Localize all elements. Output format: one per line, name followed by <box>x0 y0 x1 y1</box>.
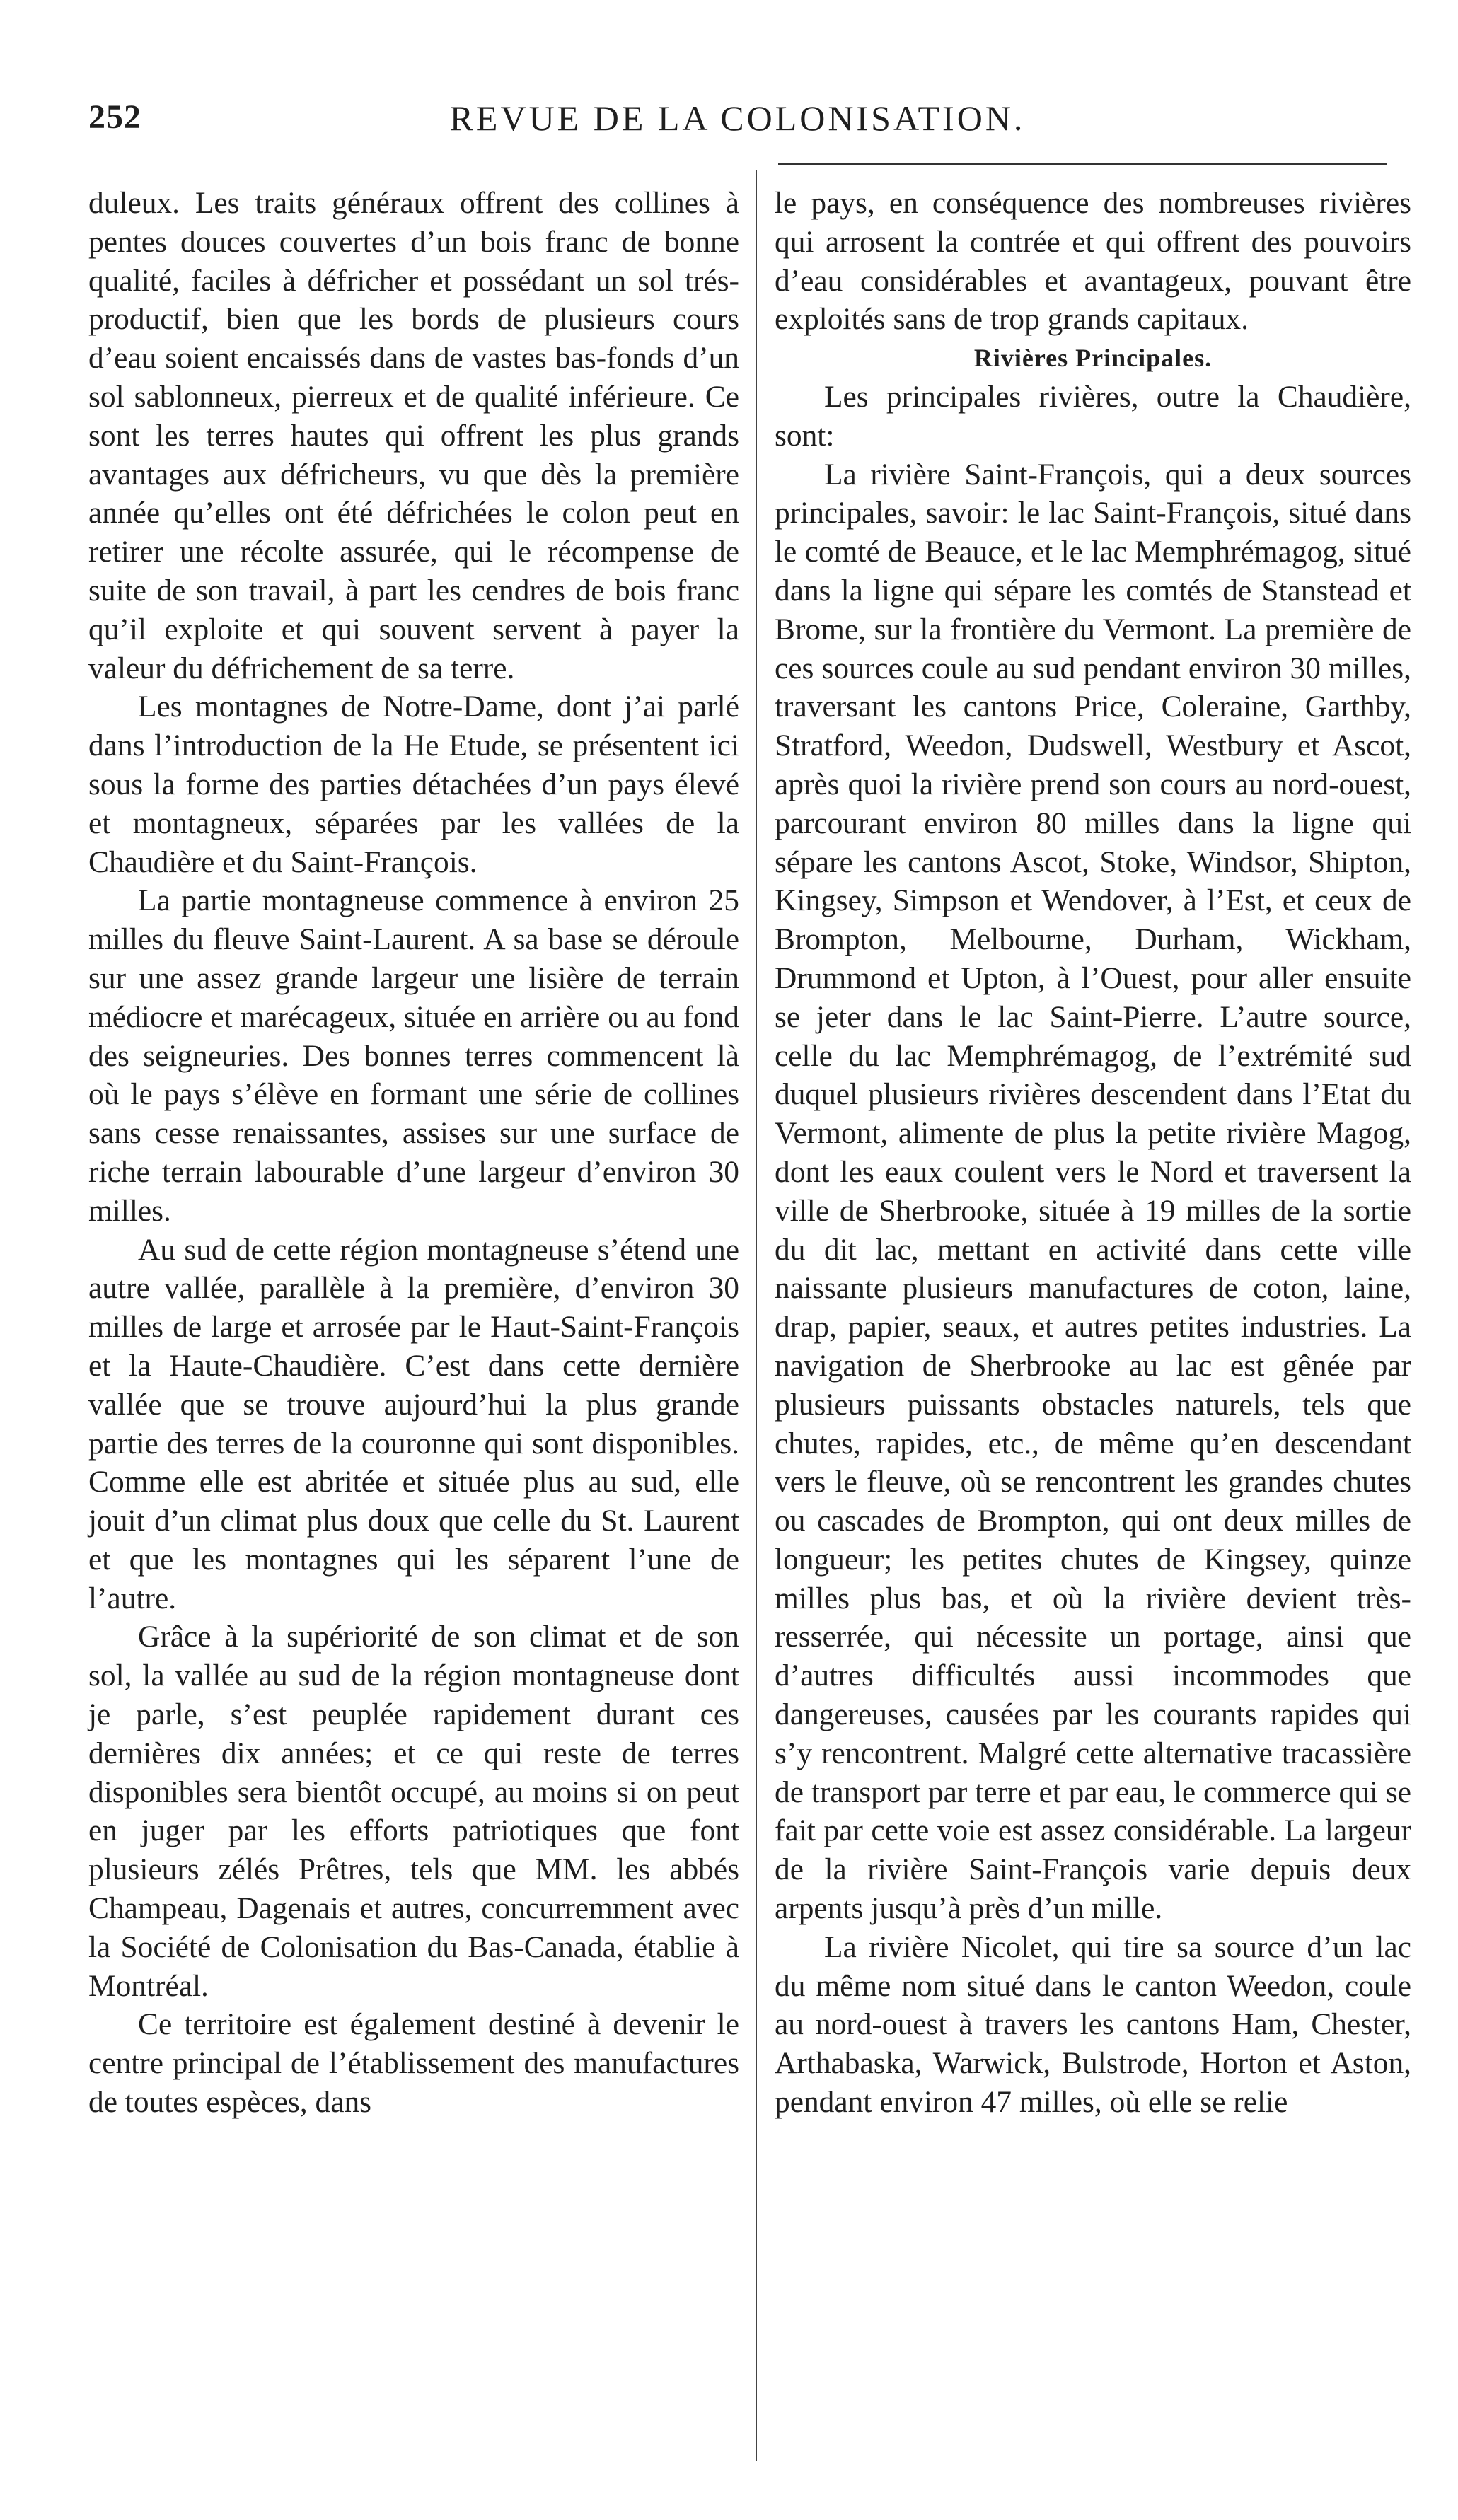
paragraph: Ce territoire est également destiné à devenir le centre principal de l’établissement des manufactures de toutes espèces, dans <box>88 2007 739 2120</box>
right-column <box>775 184 1411 2122</box>
paragraph: Les montagnes de Notre-Dame, dont j’ai parlé dans l’introduction de la He Etude, se présentent ici sous la forme des parties détachées d’un pays élevé et montagneux, séparées par les vallées de la Chaudière et du Saint-François. <box>88 690 739 879</box>
left-column <box>88 184 739 2122</box>
section-subheading: Rivières Principales. <box>973 344 1213 373</box>
paragraph: Grâce à la supériorité de son climat et de son sol, la vallée au sud de la région montagneuse dont je parle, s’est peuplée rapidement durant ces dernières dix années; et ce qui reste de terres disponibles sera bientôt occupé, au moins si on peut en juger par les efforts patriotiques que font plusieurs zélés Prêtres, tels que MM. les abbés Champeau, Dagenais et autres, concurremment avec la Société de Colonisation du Bas-Canada, établie à Montréal. <box>88 1620 739 2003</box>
column-divider <box>756 170 757 2461</box>
page-number: 252 <box>88 98 141 136</box>
paragraph: La rivière Saint-François, qui a deux sources principales, savoir: le lac Saint-François, situé dans le comté de Beauce, et le lac Memphrémagog, situé dans la ligne qui sépare les comtés de Stanstead et Brome, sur la frontière du Vermont. La première de ces sources coule au sud pendant environ 30 milles, traversant les cantons Price, Coleraine, Garthby, Stratford, Weedon, Dudswell, Westbury et Ascot, après quoi la rivière prend son cours au nord-ouest, parcourant environ 80 milles dans la ligne qui sépare les cantons Ascot, Stoke, Windsor, Shipton, Kingsey, Simpson et Wendover, à l’Est, et ceux de Brompton, Melbourne, Durham, Wickham, Drummond et Upton, à l’Ouest, pour aller ensuite se jeter dans le lac Saint-Pierre. L’autre source, celle du lac Memphrémagog, de l’extrémité sud duquel plusieurs rivières descendent dans l’Etat du Vermont, alimente de plus la petite rivière Magog, dont les eaux coulent vers le Nord et traversent la ville de Sherbrooke, située à 19 milles de la sortie du dit lac, mettant en activité dans cette ville naissante plusieurs manufactures de coton, laine, drap, papier, seaux, et autres petites industries. La navigation de Sherbrooke au lac est gênée par plusieurs puissants obstacles naturels, tels que chutes, rapides, etc., de même qu’en descendant vers le fleuve, où se rencontrent les grandes chutes ou cascades de Brompton, qui ont deux milles de longueur; les petites chutes de Kingsey, quinze milles plus bas, et où la rivière devient très-resserrée, qui nécessite un portage, ainsi que d’autres difficultés aussi incommodes que dangereuses, causées par les courants rapides qui s’y rencontrent. Malgré cette alternative tracassière de transport par terre et par eau, le commerce qui se fait par cette voie est assez considérable. La largeur de la rivière Saint-François varie depuis deux arpents jusqu’à près d’un mille. <box>775 457 1411 1926</box>
paragraph: La partie montagneuse commence à environ 25 milles du fleuve Saint-Laurent. A sa base se déroule sur une assez grande largeur une lisière de terrain médiocre et marécageux, située en arrière ou au fond des seigneuries. Des bonnes terres commencent là où le pays s’élève en formant une série de collines sans cesse renaissantes, assises sur une surface de riche terrain labourable d’une largeur d’environ 30 milles. <box>88 883 739 1228</box>
paragraph: La rivière Nicolet, qui tire sa source d’un lac du même nom situé dans le canton Weedon, coule au nord-ouest à travers les cantons Ham, Chester, Arthabaska, Warwick, Bulstrode, Horton et Aston, pendant environ 47 milles, où elle se relie <box>775 1929 1411 2120</box>
paragraph: le pays, en conséquence des nombreuses rivières qui arrosent la contrée et qui offrent des pouvoirs d’eau considérables et avantageux, pouvant être exploités sans de trop grands capitaux. <box>775 186 1411 337</box>
running-title: REVUE DE LA COLONISATION. <box>449 98 1026 138</box>
header-rule <box>778 163 1387 165</box>
paragraph: Les principales rivières, outre la Chaudière, sont: <box>775 379 1411 453</box>
paragraph: Au sud de cette région montagneuse s’étend une autre vallée, parallèle à la première, d’environ 30 milles de large et arrosée par le Haut-Saint-François et la Haute-Chaudière. C’est dans cette dernière vallée que se trouve aujourd’hui la plus grande partie des terres de la couronne qui sont disponibles. Comme elle est abritée et située plus au sud, elle jouit d’un climat plus doux que celle du St. Laurent et que les montagnes qui les séparent l’une de l’autre. <box>88 1232 739 1615</box>
paragraph: duleux. Les traits généraux offrent des collines à pentes douces couvertes d’un bois franc de bonne qualité, faciles à défricher et possédant un sol trés-productif, bien que les bords de plusieurs cours d’eau soient encaissés dans de vastes bas-fonds d’un sol sablonneux, pierreux et de qualité inférieure. Ce sont les terres hautes qui offrent les plus grands avantages aux défricheurs, vu que dès la première année qu’elles ont été défrichées le colon peut en retirer une récolte assurée, qui le récompense de suite de son travail, à part les cendres de bois franc qu’il exploite et qui souvent servent à payer la valeur du défrichement de sa terre. <box>88 186 739 685</box>
page-header <box>88 92 1387 149</box>
